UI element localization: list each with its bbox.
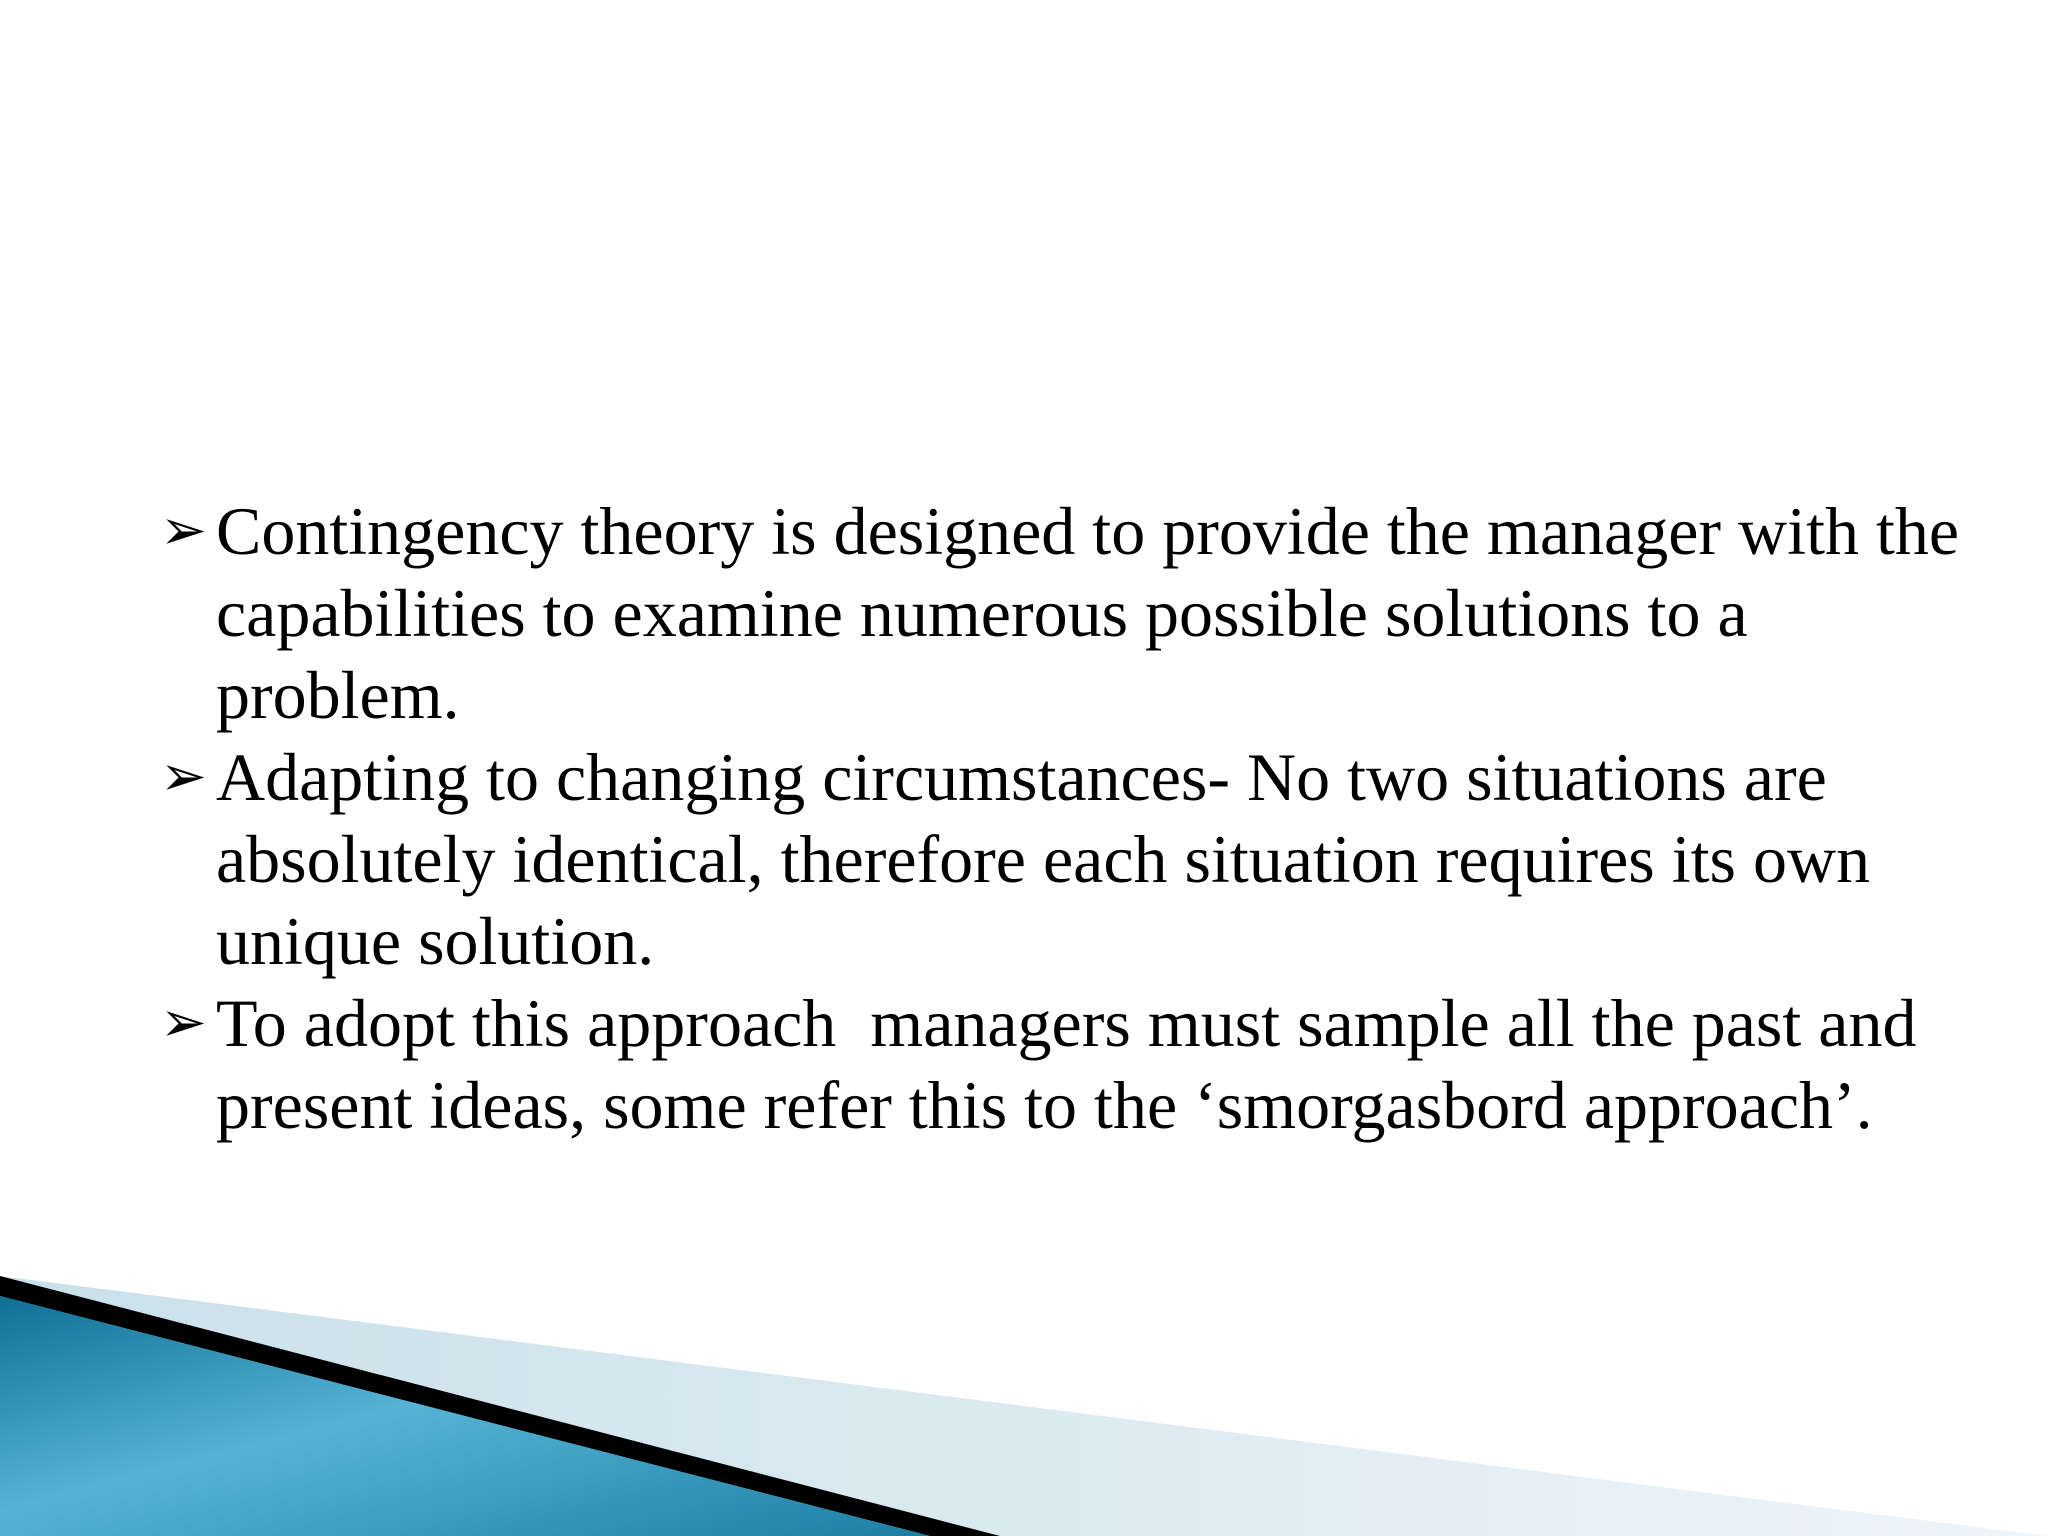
arrow-bullet-icon: ➢ [160, 990, 207, 1055]
decorative-swoosh [0, 1276, 2048, 1536]
bullet-item-2 [160, 736, 2000, 982]
arrow-bullet-icon: ➢ [160, 498, 207, 563]
arrow-bullet-icon: ➢ [160, 744, 207, 809]
bullet-text: Adapting to changing circumstances- No two situations are absolutely identical, therefore each situation requires its own unique solution. [216, 739, 1888, 979]
bullet-text: To adopt this approach managers must sample all the past and present ideas, some refer this to the ‘smorgasbord approach’. [216, 985, 1934, 1143]
bullet-list [160, 490, 2000, 1146]
bullet-item-1 [160, 490, 2000, 736]
bullet-item-3 [160, 982, 2000, 1146]
bullet-text: Contingency theory is designed to provide the manager with the capabilities to examine numerous possible solutions to a problem. [216, 493, 1977, 733]
